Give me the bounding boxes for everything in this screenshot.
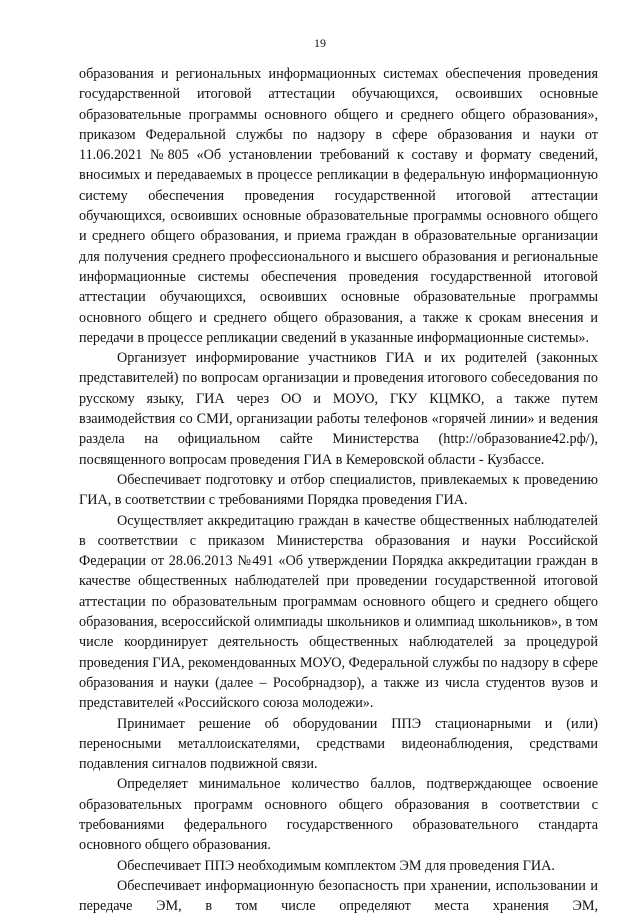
paragraph-6: Определяет минимальное количество баллов, подтверждающее освоение образовательных программ основного общего образования в соответствии с требованиями федерального государственного образовательного стандарта основного общего образования. <box>79 776 598 854</box>
paragraph-3: Обеспечивает подготовку и отбор специалистов, привлекаемых к проведению ГИА, в соответствии с требованиями Порядка проведения ГИА. <box>79 471 598 509</box>
document-body <box>79 64 598 916</box>
paragraph-2: Организует информирование участников ГИА и их родителей (законных представителей) по вопросам организации и проведения итогового собеседования по русскому языку, ГИА через ОО и МОУО, ГКУ КЦМКО, а также путем взаимодействия со СМИ, организации работы телефонов «горячей линии» и ведения раздела на официальном сайте Министерства (http://образование42.рф/), посвященного вопросам проведения ГИА в Кемеровской области - Кузбассе. <box>79 350 598 468</box>
paragraph-4: Осуществляет аккредитацию граждан в качестве общественных наблюдателей в соответствии с приказом Министерства образования и науки Российской Федерации от 28.06.2013 №491 «Об утверждении Порядка аккредитации граждан в качестве общественных наблюдателей при проведении государственной итоговой аттестации по образовательным программам основного общего и среднего общего образования, всероссийской олимпиады школьников и олимпиад школьников», в том числе координирует деятельность общественных наблюдателей за процедурой проведения ГИА, рекомендованных МОУО, Федеральной службы по надзору в сфере образования и науки (далее – Рособрнадзор), а также из числа студентов вузов и представителей «Российского союза молодежи». <box>79 512 598 712</box>
paragraph-1: образования и региональных информационных системах обеспечения проведения государственной итоговой аттестации обучающихся, освоивших основные образовательные программы основного общего и среднего общего образования», приказом Федеральной службы по надзору в сфере образования и науки от 11.06.2021 №805 «Об установлении требований к составу и формату сведений, вносимых и передаваемых в процессе репликации в федеральную информационную систему обеспечения проведения государственной итоговой аттестации обучающихся, освоивших основные образовательные программы основного общего и среднего общего образования, и приема граждан в образовательные организации для получения среднего профессионального и высшего образования и региональные информационные системы обеспечения проведения государственной итоговой аттестации обучающихся, освоивших основные образовательные программы основного общего и среднего общего образования, а также к срокам внесения и передачи в процессе репликации сведений в указанные информационные системы». <box>79 66 598 346</box>
paragraph-5: Принимает решение об оборудовании ППЭ стационарными и (или) переносными металлоискателями, средствами видеонаблюдения, средствами подавления сигналов подвижной связи. <box>79 715 598 773</box>
paragraph-7: Обеспечивает ППЭ необходимым комплектом ЭМ для проведения ГИА. <box>117 857 555 874</box>
paragraph-8: Обеспечивает информационную безопасность при хранении, использовании и передаче ЭМ, в том числе определяют места хранения ЭМ, <box>79 877 598 915</box>
page-number: 19 <box>314 36 326 50</box>
